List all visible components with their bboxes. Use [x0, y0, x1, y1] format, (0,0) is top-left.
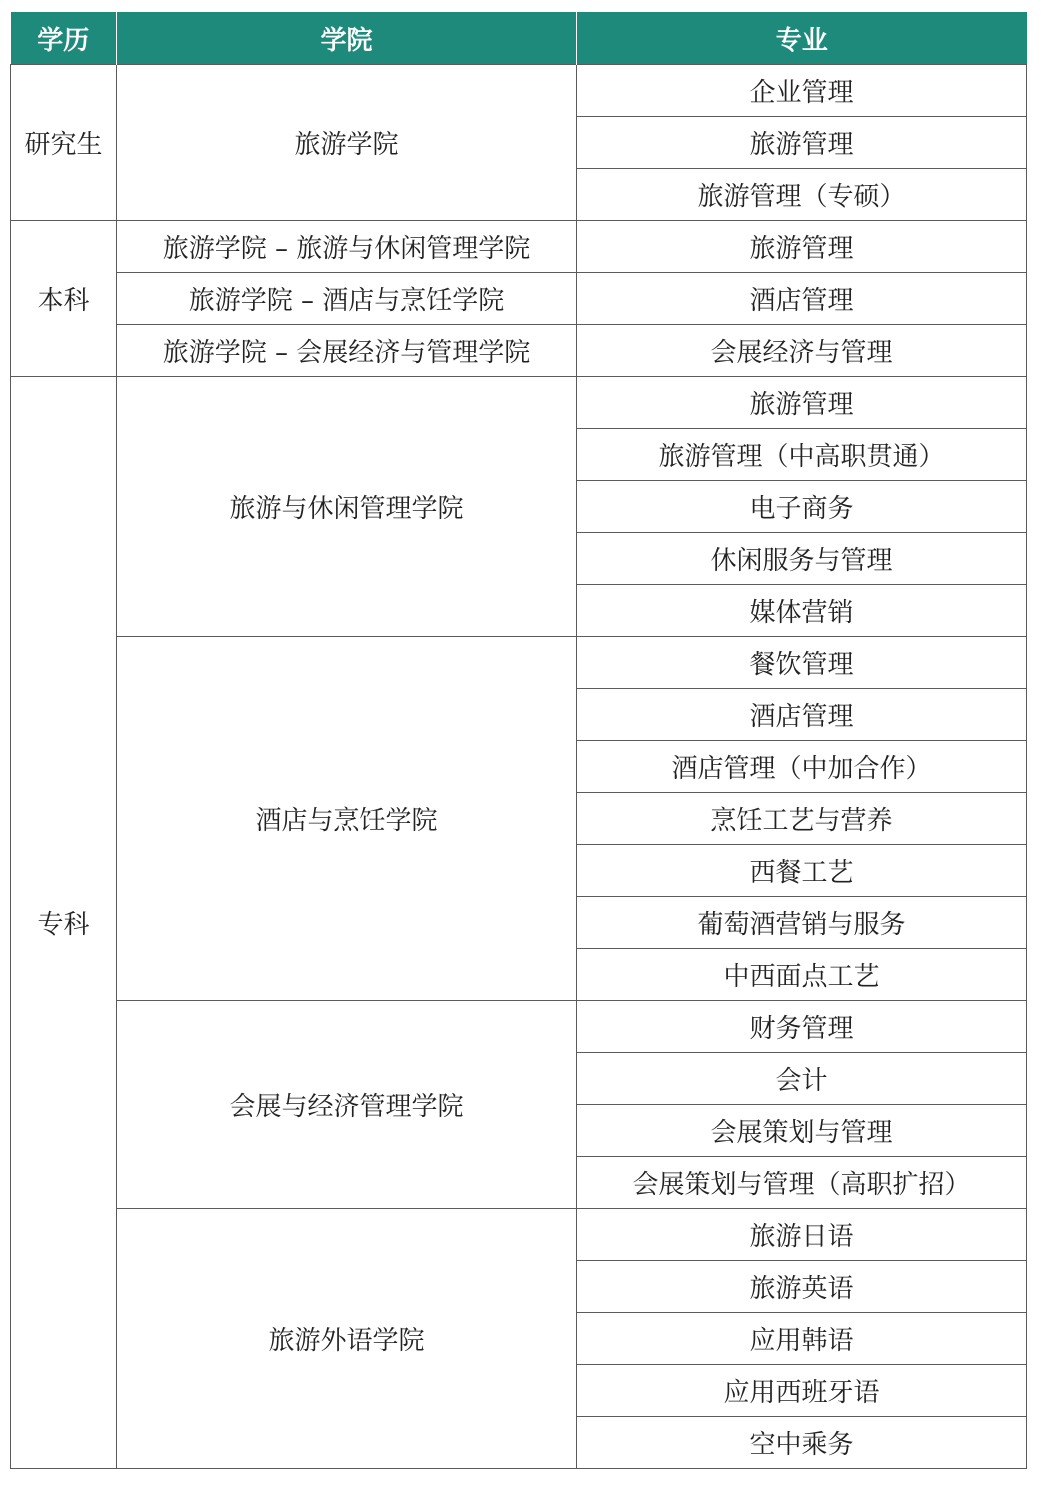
college-cell: 旅游学院 – 旅游与休闲管理学院	[117, 221, 577, 273]
table-row	[11, 1001, 1027, 1053]
major-cell: 酒店管理（中加合作）	[577, 741, 1027, 793]
major-cell: 旅游管理（中高职贯通）	[577, 429, 1027, 481]
major-cell: 会展策划与管理（高职扩招）	[577, 1157, 1027, 1209]
table-row	[11, 637, 1027, 689]
major-cell: 旅游英语	[577, 1261, 1027, 1313]
major-cell: 酒店管理	[577, 689, 1027, 741]
table-row	[11, 221, 1027, 273]
major-cell: 应用韩语	[577, 1313, 1027, 1365]
major-cell: 企业管理	[577, 65, 1027, 117]
table-row	[11, 1209, 1027, 1261]
college-cell: 酒店与烹饪学院	[117, 637, 577, 1001]
major-cell: 旅游管理	[577, 377, 1027, 429]
table-row	[11, 65, 1027, 117]
majors-table	[10, 12, 1027, 1469]
major-cell: 烹饪工艺与营养	[577, 793, 1027, 845]
major-cell: 中西面点工艺	[577, 949, 1027, 1001]
education-level-cell: 本科	[11, 221, 117, 377]
major-cell: 财务管理	[577, 1001, 1027, 1053]
header-major: 专业	[577, 12, 1027, 65]
major-cell: 葡萄酒营销与服务	[577, 897, 1027, 949]
major-cell: 西餐工艺	[577, 845, 1027, 897]
college-cell: 旅游学院 – 酒店与烹饪学院	[117, 273, 577, 325]
major-cell: 空中乘务	[577, 1417, 1027, 1469]
major-cell: 酒店管理	[577, 273, 1027, 325]
major-cell: 餐饮管理	[577, 637, 1027, 689]
major-cell: 旅游管理	[577, 117, 1027, 169]
table-row	[11, 325, 1027, 377]
education-level-cell: 专科	[11, 377, 117, 1469]
college-cell: 会展与经济管理学院	[117, 1001, 577, 1209]
table-body	[11, 65, 1027, 1469]
major-cell: 会计	[577, 1053, 1027, 1105]
majors-table-container	[10, 12, 1026, 1469]
header-row	[11, 12, 1027, 65]
header-education: 学历	[11, 12, 117, 65]
major-cell: 旅游管理	[577, 221, 1027, 273]
college-cell: 旅游与休闲管理学院	[117, 377, 577, 637]
major-cell: 会展策划与管理	[577, 1105, 1027, 1157]
major-cell: 应用西班牙语	[577, 1365, 1027, 1417]
college-cell: 旅游学院	[117, 65, 577, 221]
college-cell: 旅游学院 – 会展经济与管理学院	[117, 325, 577, 377]
table-row	[11, 377, 1027, 429]
major-cell: 会展经济与管理	[577, 325, 1027, 377]
table-row	[11, 273, 1027, 325]
major-cell: 旅游管理（专硕）	[577, 169, 1027, 221]
major-cell: 旅游日语	[577, 1209, 1027, 1261]
major-cell: 休闲服务与管理	[577, 533, 1027, 585]
header-college: 学院	[117, 12, 577, 65]
college-cell: 旅游外语学院	[117, 1209, 577, 1469]
table-header	[11, 12, 1027, 65]
education-level-cell: 研究生	[11, 65, 117, 221]
major-cell: 电子商务	[577, 481, 1027, 533]
major-cell: 媒体营销	[577, 585, 1027, 637]
